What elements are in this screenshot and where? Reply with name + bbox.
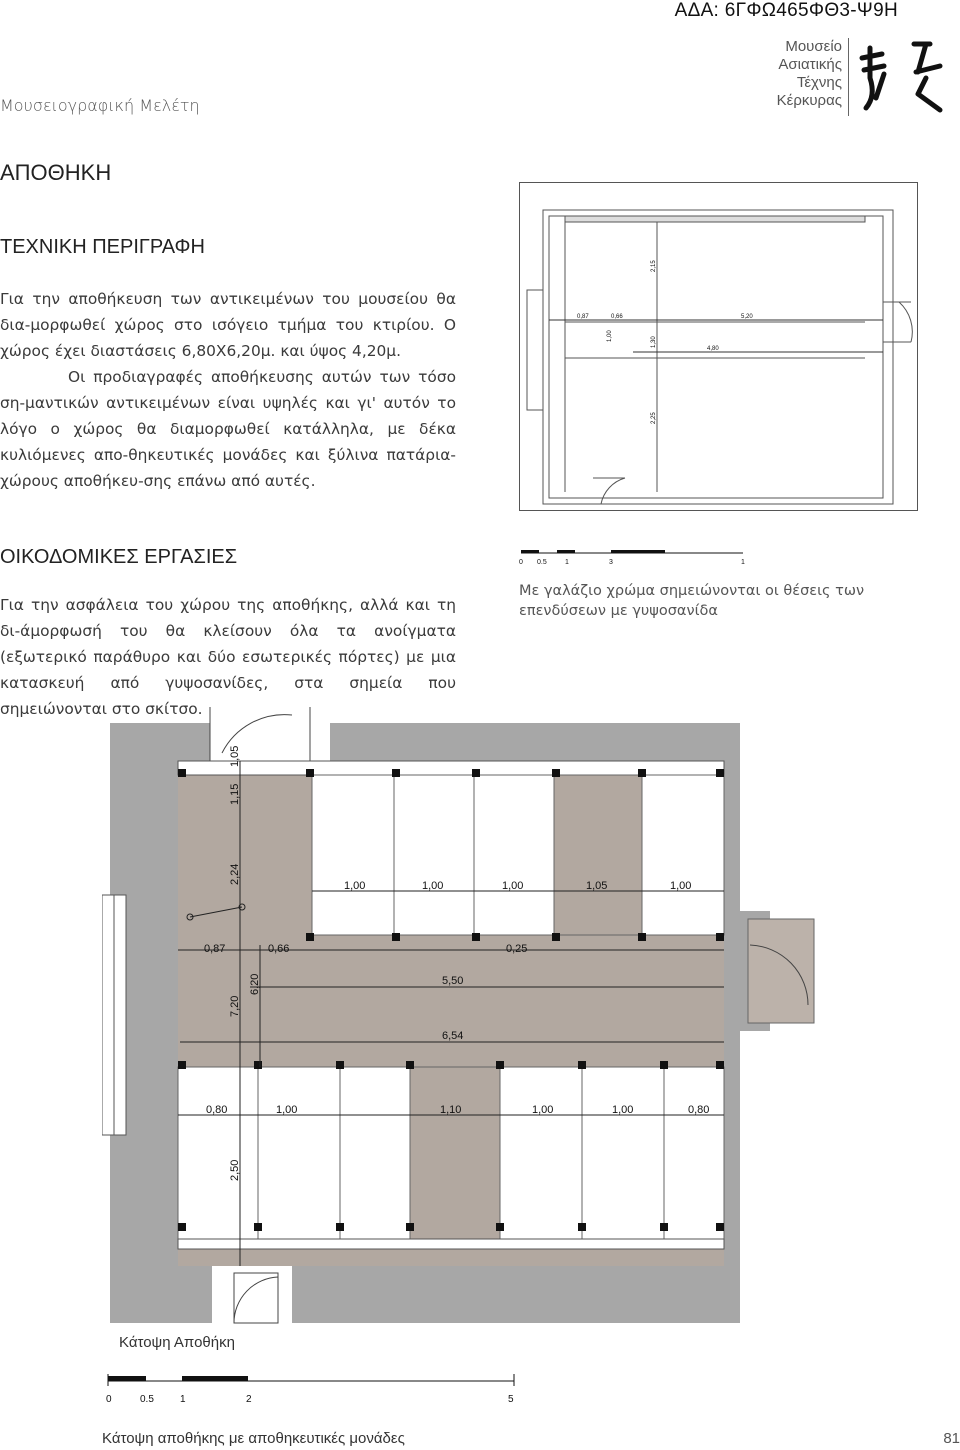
technical-paragraph-1: Για την αποθήκευση των αντικειμένων του μουσείου θα δια-μορφωθεί χώρος στο ισόγειο τμήμα του κτιρίου. Ο χώρος έχει διαστάσεις 6,80Χ6,20μ. και ύψος 4,20μ. <box>0 290 456 360</box>
storage-unit-top-3 <box>474 775 554 935</box>
storage-floor-plan <box>102 705 836 1330</box>
museum-line-4: Κέρκυρας <box>776 92 842 109</box>
scale-top-label-3: 3 <box>609 559 613 566</box>
museum-line-3: Τέχνης <box>796 74 842 91</box>
floor-plan-sketch <box>519 182 919 522</box>
figure-bottom-caption: Κάτοψη αποθήκης με αποθηκευτικές μονάδες <box>102 1430 405 1447</box>
bottom-unit-width-2: 1,00 <box>276 1104 298 1116</box>
plan-title: Κάτοψη Αποθήκη <box>119 1334 235 1351</box>
storage-unit-bottom-6 <box>582 1067 664 1239</box>
museum-line-2: Ασιατικής <box>778 56 842 73</box>
plan-dim-100: 1,00 <box>607 330 613 342</box>
dim-105: 1,05 <box>229 745 241 767</box>
plan-outer-wall <box>543 210 893 504</box>
top-unit-width-5: 1,00 <box>670 880 692 892</box>
scale-bottom-label-1: 0.5 <box>140 1394 154 1405</box>
construction-description <box>0 592 456 722</box>
storage-unit-bottom-5 <box>500 1067 582 1239</box>
scale-bar-bottom <box>102 1356 522 1408</box>
museum-logo-icon <box>856 38 952 118</box>
dim-550: 5,50 <box>442 975 464 987</box>
dim-115: 1,15 <box>229 783 241 805</box>
scale-bottom-label-2: 1 <box>180 1394 186 1405</box>
technical-heading: ΤΕΧΝΙΚΗ ΠΕΡΙΓΡΑΦΗ <box>0 236 205 258</box>
top-unit-width-1: 1,00 <box>344 880 366 892</box>
dim-025: 0,25 <box>506 943 528 955</box>
dim-224: 2,24 <box>229 863 241 885</box>
storage-unit-bottom-3 <box>340 1067 410 1239</box>
dim-620: 6,20 <box>249 973 261 995</box>
technical-paragraph-2: Οι προδιαγραφές αποθήκευσης αυτών των τόσο ση-μαντικών αντικειμένων είναι υψηλές και γι' αυτόν το λόγο ο χώρος θα διαμορφωθεί κατάλληλα, με δέκα κυλιόμενες απο-θηκευτικές μονάδες και ξύλινα πατάρια-χώρους αποθήκευ-σης επάνω από αυτές. <box>0 368 456 490</box>
bottom-unit-width-5: 1,00 <box>612 1104 634 1116</box>
storage-unit-top-5 <box>642 775 724 935</box>
plan-dim-130: 1,30 <box>651 336 657 348</box>
scale-top-label-1: 0.5 <box>537 559 547 566</box>
plan-bottom-rail <box>178 1239 724 1249</box>
plan-dim-225: 2,25 <box>651 412 657 424</box>
storage-unit-top-4 <box>554 775 642 935</box>
plan-dim-066: 0,66 <box>611 314 623 320</box>
storage-unit-bottom-4 <box>410 1067 500 1239</box>
storage-unit-bottom-2 <box>258 1067 340 1239</box>
scale-bottom-label-0: 0 <box>106 1394 112 1405</box>
plan-top-shelf <box>565 216 865 222</box>
scale-top-label-0: 0 <box>519 559 523 566</box>
plan-exterior-right-top <box>740 723 830 911</box>
dim-720: 7,20 <box>229 995 241 1017</box>
plan-door-bottom <box>593 478 625 504</box>
storage-unit-top-2 <box>394 775 474 935</box>
storage-unit-bottom-1 <box>178 1067 258 1239</box>
scale-top-label-4: 1 <box>741 559 745 566</box>
scale-bottom-seg-1 <box>108 1376 146 1381</box>
plan-top-door-opening <box>210 705 330 761</box>
plan-window-left <box>527 290 543 410</box>
plan-right-door-area <box>748 919 814 1023</box>
plan-dim-480: 4,80 <box>707 346 719 352</box>
page-number: 81 <box>943 1430 960 1447</box>
scale-top-label-2: 1 <box>565 559 569 566</box>
scale-bottom-label-3: 2 <box>246 1394 252 1405</box>
ada-code: ΑΔΑ: 6ΓΦΩ465ΦΘ3-Ψ9Η <box>674 0 898 21</box>
figure-top-caption: Με γαλάζιο χρώμα σημειώνονται οι θέσεις των επενδύσεων με γυψοσανίδα <box>519 583 865 619</box>
bottom-unit-width-4: 1,00 <box>532 1104 554 1116</box>
museum-line-1: Μουσείο <box>785 38 842 55</box>
section-title: ΑΠΟΘΗΚΗ <box>0 160 112 185</box>
technical-description <box>0 286 456 494</box>
bottom-unit-width-6: 0,80 <box>688 1104 710 1116</box>
top-unit-width-4: 1,05 <box>586 880 608 892</box>
scale-bottom-label-4: 5 <box>508 1394 514 1405</box>
scale-bar-top <box>519 542 779 568</box>
plan-door-right <box>883 302 912 342</box>
storage-unit-top-1 <box>312 775 394 935</box>
top-unit-width-2: 1,00 <box>422 880 444 892</box>
top-unit-width-3: 1,00 <box>502 880 524 892</box>
museum-name <box>777 38 842 110</box>
plan-inner-wall <box>549 216 883 498</box>
dim-654: 6,54 <box>442 1030 464 1042</box>
bottom-unit-width-1: 0,80 <box>206 1104 228 1116</box>
plan-dim-087: 0,87 <box>577 314 589 320</box>
plan-exterior-right-bottom <box>740 1031 830 1323</box>
dim-250: 2,50 <box>229 1159 241 1181</box>
dim-087: 0,87 <box>204 943 226 955</box>
construction-paragraph: Για την ασφάλεια του χώρου της αποθήκης, αλλά και τη δι-άμορφωσή του θα κλείσουν όλα τα ανοίγματα (εξωτερικό παράθυρο και δύο εσωτερικές πόρτες) με μια κατασκευή από γυψοσανίδες, στα σημεία που σημειώνονται στο σκίτσο. <box>0 596 456 718</box>
scale-bottom-seg-2 <box>182 1376 248 1381</box>
logo-divider <box>848 38 849 116</box>
storage-unit-bottom-7 <box>664 1067 724 1239</box>
plan-bottom-door-opening <box>212 1266 292 1330</box>
construction-heading: ΟΙΚΟΔΟΜΙΚΕΣ ΕΡΓΑΣΙΕΣ <box>0 546 238 568</box>
plan-dim-215: 2,15 <box>651 260 657 272</box>
bottom-unit-width-3: 1,10 <box>440 1104 462 1116</box>
plan-dim-520: 5,20 <box>741 314 753 320</box>
dim-066: 0,66 <box>268 943 290 955</box>
running-title: Μουσειογραφική Μελέτη <box>0 96 200 115</box>
